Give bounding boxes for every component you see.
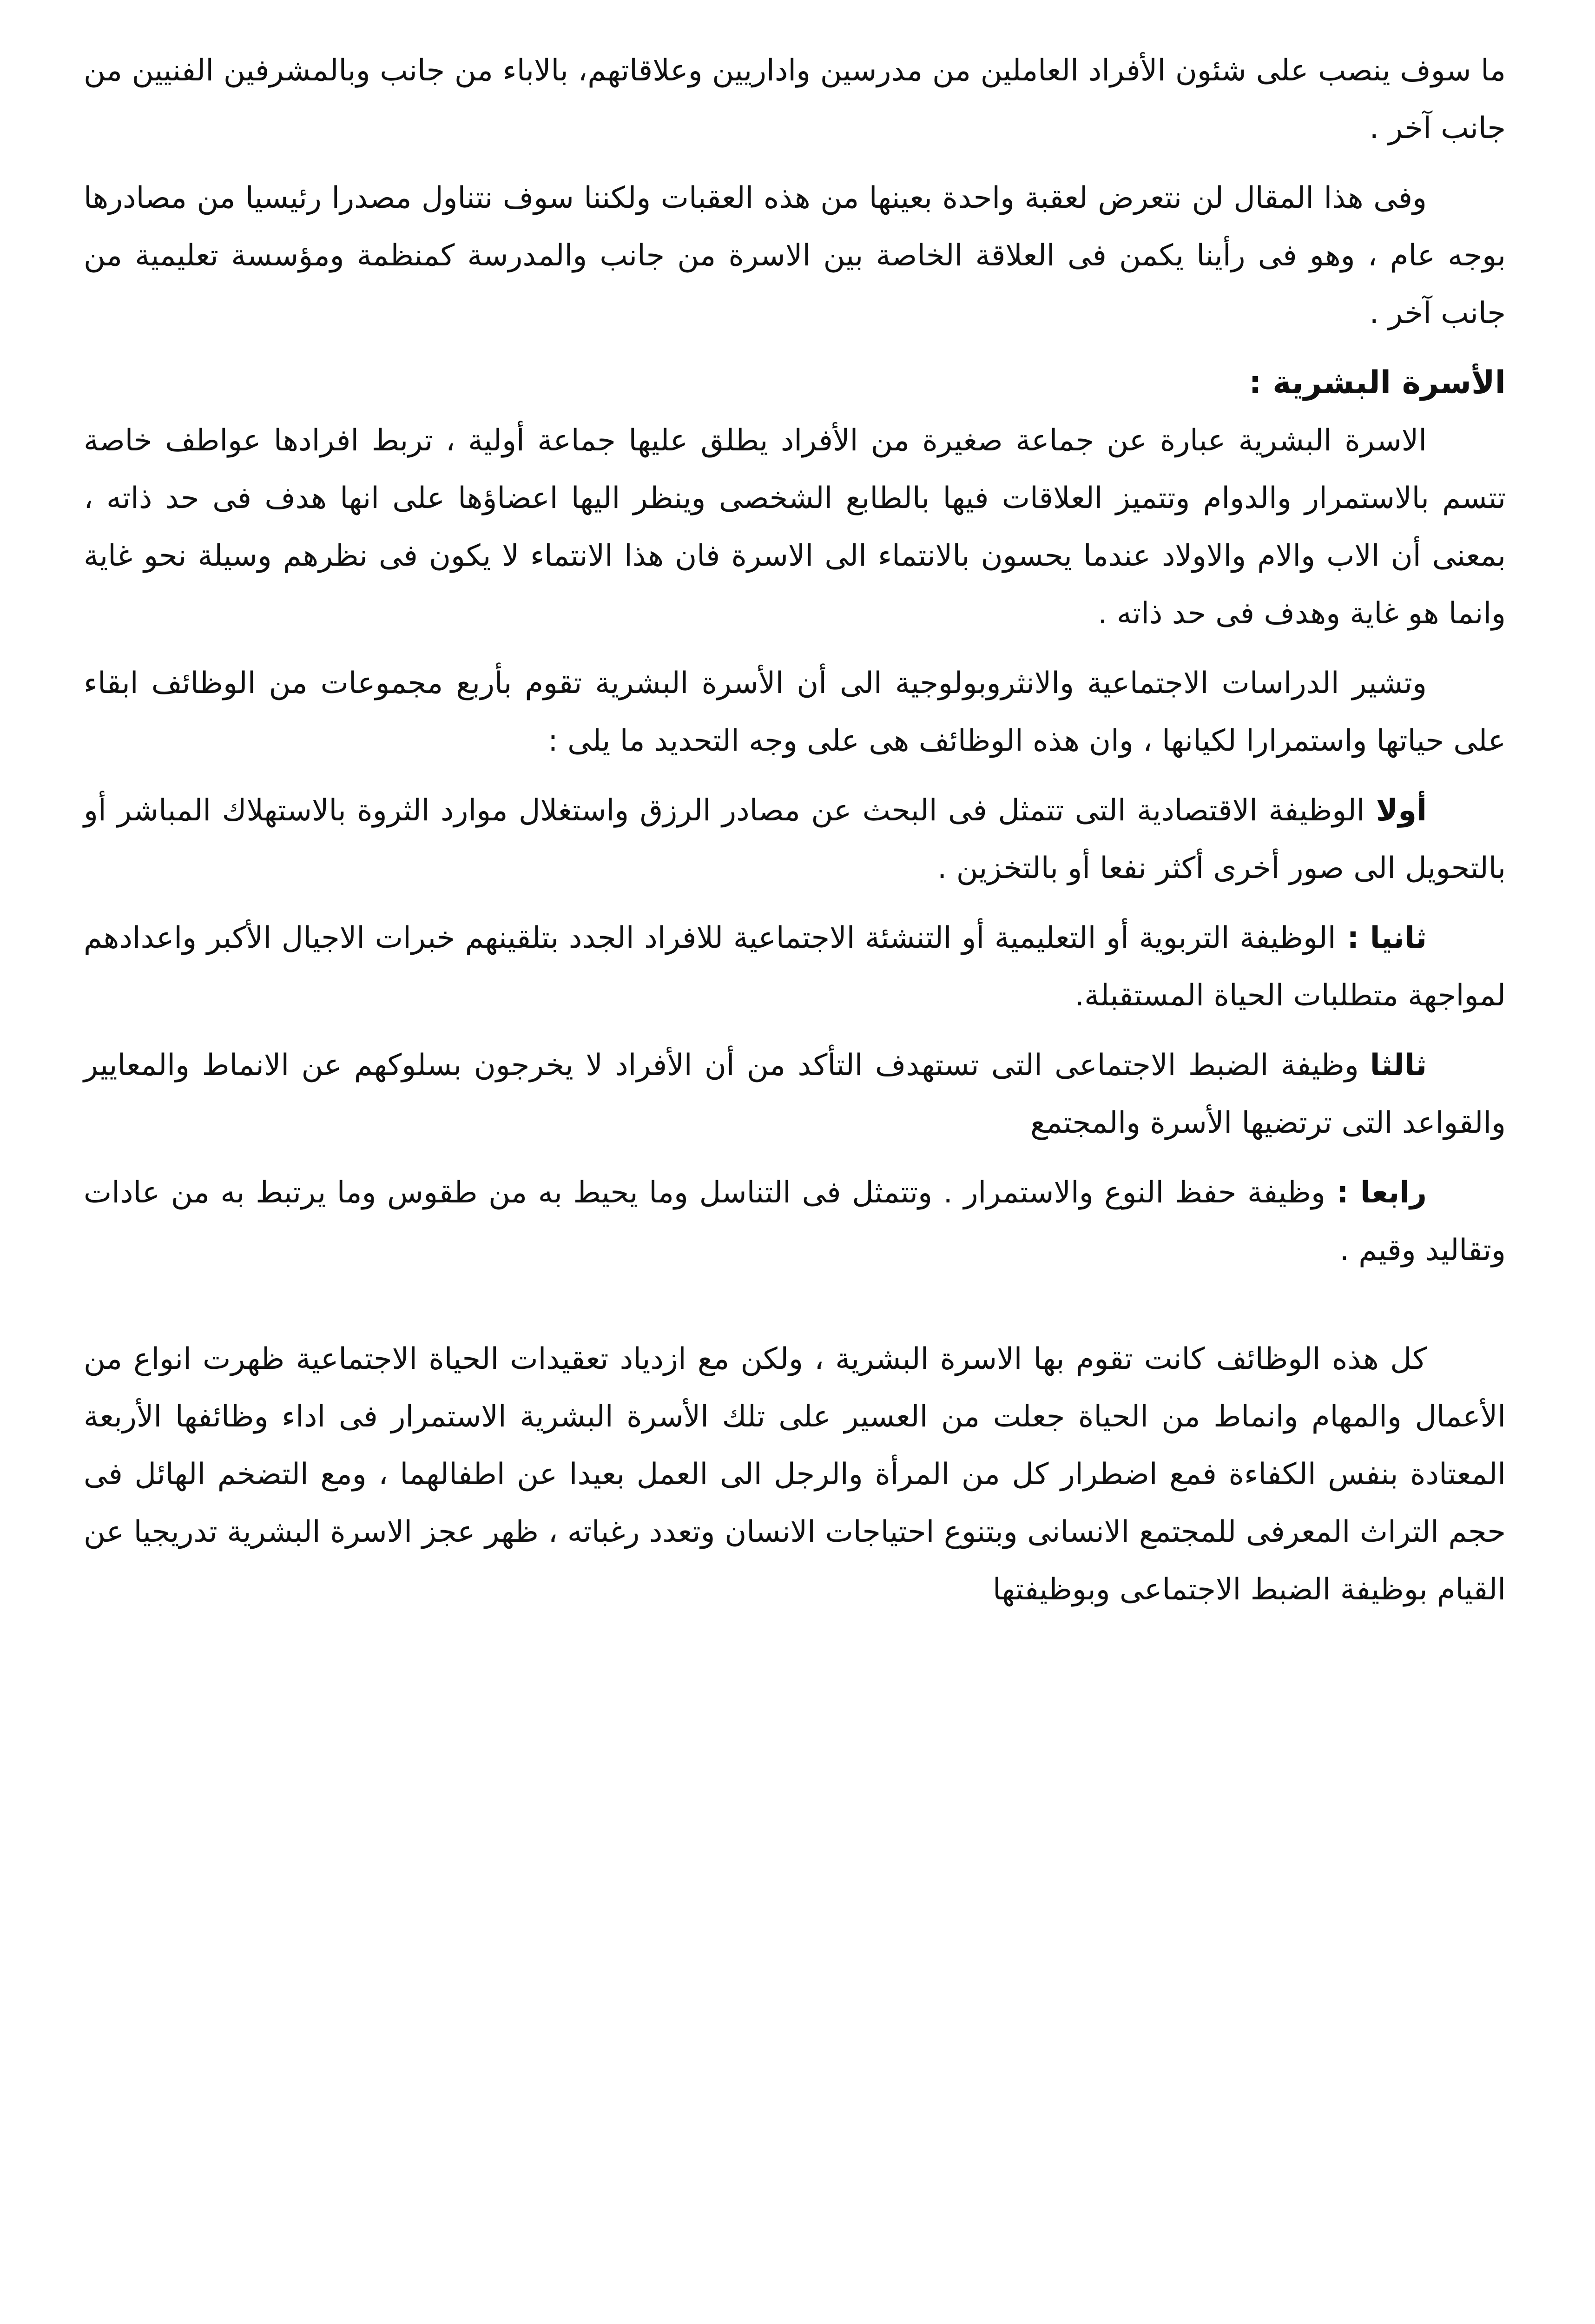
function-text: الوظيفة التربوية أو التعليمية أو التنشئة الاجتماعية للافراد الجدد بتلقينهم خبرات الاجيال الأكبر واعدادهم لمواجهة متطلبات الحياة المستقبلة. [84,921,1506,1013]
function-text: وظيفة الضبط الاجتماعى التى تستهدف التأكد من أن الأفراد لا يخرجون بسلوكهم عن الانماط والمعايير والقواعد التى ترتضيها الأسرة والمجتمع [84,1048,1506,1140]
function-item-first [84,782,1506,897]
function-text: الوظيفة الاقتصادية التى تتمثل فى البحث عن مصادر الرزق واستغلال موارد الثروة بالاستهلاك المباشر أو بالتحويل الى صور أخرى أكثر نفعا أو بالتخزين . [84,793,1506,885]
paragraph-text: الاسرة البشرية عبارة عن جماعة صغيرة من الأفراد يطلق عليها جماعة أولية ، تربط افرادها عواطف خاصة تتسم بالاستمرار والدوام وتتميز العلاقات فيها بالطابع الشخصى وينظر اليها اعضاؤها على انها هدف فى حد ذاته ، بمعنى أن الاب والام والاولاد عندما يحسون بالانتماء الى الاسرة فان هذا الانتماء لا يكون فى نظرهم وسيلة نحو غاية وانما هو غاية وهدف فى حد ذاته . [84,423,1506,631]
function-item-fourth [84,1164,1506,1279]
function-item-third [84,1037,1506,1152]
function-label: ثالثا [1370,1048,1427,1083]
function-label: رابعا : [1336,1175,1427,1210]
function-item-second [84,909,1506,1024]
function-label: أولا [1376,793,1427,828]
paragraph-article-scope [84,169,1506,342]
paragraph-four-functions-intro [84,654,1506,770]
paragraph-continuation: ما سوف ينصب على شئون الأفراد العاملين من مدرسين واداريين وعلاقاتهم، بالاباء من جانب وبالمشرفين الفنيين من جانب آخر . [84,53,1506,145]
page-body [84,42,1506,2324]
paragraph-family-definition [84,412,1506,642]
paragraph-text: وفى هذا المقال لن نتعرض لعقبة واحدة بعينها من هذه العقبات ولكننا سوف نتناول مصدرا رئيسيا من مصادرها بوجه عام ، وهو فى رأينا يكمن فى العلاقة الخاصة بين الاسرة من جانب والمدرسة كمنظمة ومؤسسة تعليمية من جانب آخر . [84,181,1506,330]
function-text: وظيفة حفظ النوع والاستمرار . وتتمثل فى التناسل وما يحيط به من طقوس وما يرتبط به من عادات وتقاليد وقيم . [84,1175,1506,1268]
paragraph-text: وتشير الدراسات الاجتماعية والانثروبولوجية الى أن الأسرة البشرية تقوم بأربع مجموعات من الوظائف ابقاء على حياتها واستمرارا لكيانها ، وان هذه الوظائف هى على وجه التحديد ما يلى : [84,666,1506,758]
paragraph-functions-decline [84,1330,1506,1618]
paragraph-text: كل هذه الوظائف كانت تقوم بها الاسرة البشرية ، ولكن مع ازدياد تعقيدات الحياة الاجتماعية ظهرت انواع من الأعمال والمهام وانماط من الحياة جعلت من العسير على تلك الأسرة البشرية الاستمرار فى اداء وظائفها الأربعة المعتادة بنفس الكفاءة فمع اضطرار كل من المرأة والرجل الى العمل بعيدا عن اطفالهما ، ومع التضخم الهائل فى حجم التراث المعرفى للمجتمع الانسانى وبتنوع احتياجات الانسان وتعدد رغباته ، ظهر عجز الاسرة البشرية تدريجيا عن القيام بوظيفة الضبط الاجتماعى وبوظيفتها [84,1342,1506,1607]
function-label: ثانيا : [1347,921,1427,955]
section-heading: الأسرة البشرية : [1249,364,1506,401]
